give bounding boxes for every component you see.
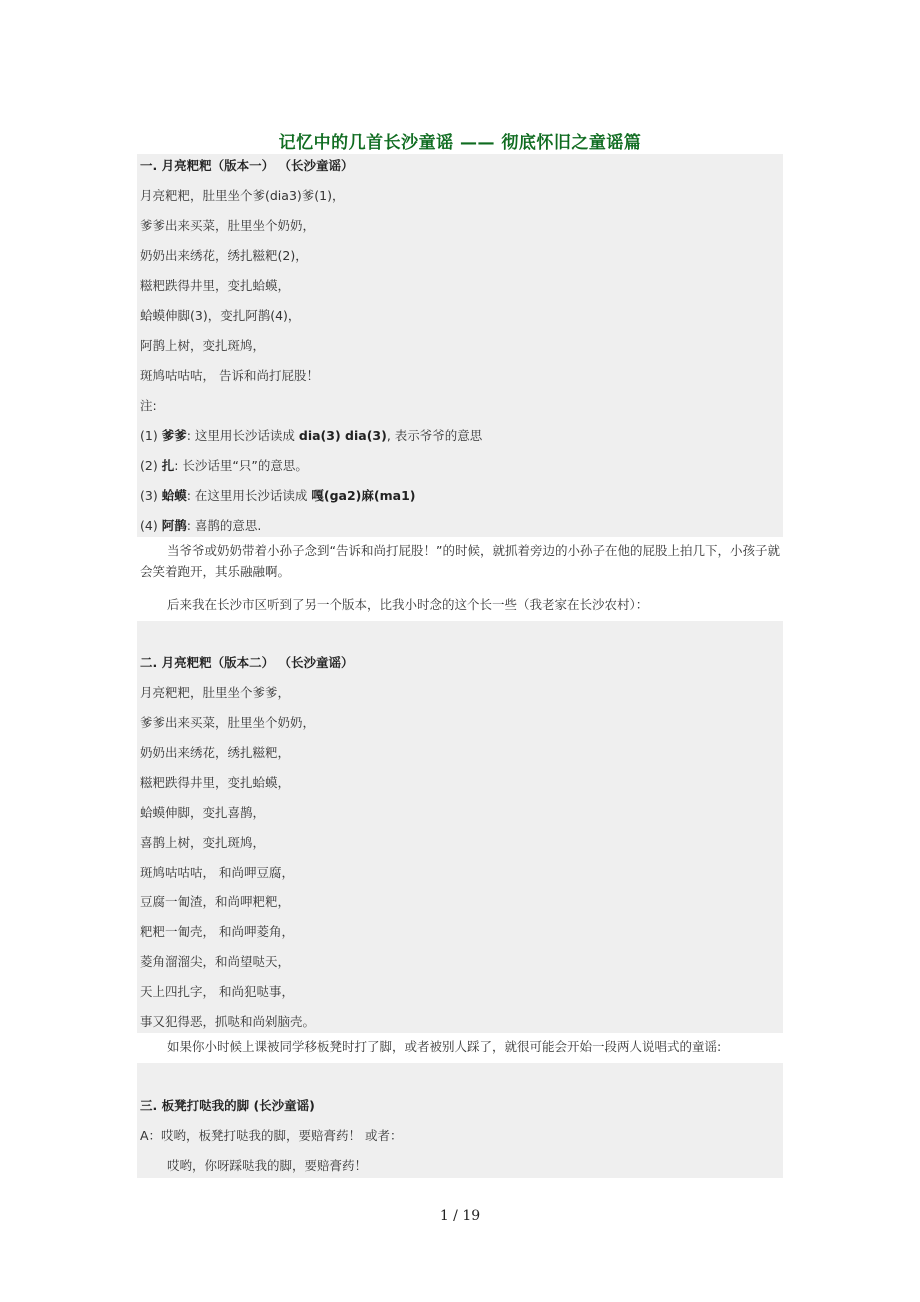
song2-line: 月亮粑粑，肚里坐个爹爹， [140,685,291,700]
song1-line: 奶奶出来绣花，绣扎糍粑(2)， [140,248,308,263]
notes-label: 注: [140,398,157,413]
song3-line: A：哎哟，板凳打哒我的脚，要赔膏药！ 或者： [140,1128,403,1143]
song2-line: 事又犯得恶，抓哒和尚剁脑壳。 [140,1014,316,1029]
song2-line: 奶奶出来绣花，绣扎糍粑， [140,745,291,760]
song2-line: 豆腐一匍渣，和尚呷粑粑， [140,894,291,909]
song2-heading: 二. 月亮粑粑（版本二） （长沙童谣） [140,655,354,670]
note-item [140,458,308,474]
note-text: : 这里用长沙话读成 [186,428,299,443]
note-term: 扎 [161,458,175,473]
note-reading: 嘎(ga2)麻(ma1) [311,488,416,503]
song2-line: 天上四扎字， 和尚犯哒事， [140,984,294,999]
song3-line: 哎哟，你呀踩哒我的脚，要赔膏药！ [167,1158,368,1173]
paragraph: 后来我在长沙市区听到了另一个版本，比我小时念的这个长一些（我老家在长沙农村）： [167,597,649,612]
song1-line: 爹爹出来买菜，肚里坐个奶奶， [140,218,316,233]
song2-line: 菱角溜溜尖，和尚望哒天， [140,954,291,969]
note-item [140,518,261,534]
page-number [0,1208,920,1224]
song2-line: 粑粑一匍壳， 和尚呷菱角， [140,924,294,939]
song1-line: 糍粑跌得井里，变扎蛤蟆， [140,278,291,293]
song1-line: 蛤蟆伸脚(3)，变扎阿鹊(4)， [140,308,301,323]
paragraph: 当爷爷或奶奶带着小孙子念到“告诉和尚打屁股！”的时候，就抓着旁边的小孙子在他的屁股上拍几下，小孩子就会笑着跑开，其乐融融啊。 [140,543,780,579]
note-number: (2) [140,458,158,473]
song1-line: 月亮粑粑，肚里坐个爹(dia3)爹(1)， [140,188,345,203]
note-text: : 长沙话里“只”的意思。 [174,458,308,473]
song1-line: 阿鹊上树，变扎斑鸠， [140,338,266,353]
note-term: 爹爹 [161,428,187,443]
note-reading: dia(3) dia(3) [298,428,387,443]
song2-line: 爹爹出来买菜，肚里坐个奶奶， [140,715,316,730]
song2-line: 喜鹊上树，变扎斑鸠， [140,835,266,850]
note-tail: , 表示爷爷的意思 [386,428,483,443]
song2-line: 斑鸠咕咕咕， 和尚呷豆腐， [140,865,294,880]
song2-line: 糍粑跌得井里，变扎蛤蟆， [140,775,291,790]
note-number: (1) [140,428,158,443]
song1-line: 斑鸠咕咕咕， 告诉和尚打屁股！ [140,368,319,383]
note-text: : 在这里用长沙话读成 [186,488,312,503]
note-item [140,428,482,444]
note-number: (4) [140,518,158,533]
song3-heading: 三. 板凳打哒我的脚 (长沙童谣) [140,1098,315,1113]
page-current: 1 [439,1208,449,1224]
note-number: (3) [140,488,158,503]
page-total: 19 [462,1208,481,1224]
note-item [140,488,415,504]
note-term: 阿鹊 [161,518,187,533]
document-title: 记忆中的几首长沙童谣 —— 彻底怀旧之童谣篇 [278,133,642,153]
song2-line: 蛤蟆伸脚，变扎喜鹊， [140,805,266,820]
page-separator: / [448,1208,463,1224]
note-text: : 喜鹊的意思. [186,518,262,533]
song1-heading: 一. 月亮粑粑（版本一） （长沙童谣） [140,158,354,173]
song2-block [137,621,783,1033]
paragraph: 如果你小时候上课被同学移板凳时打了脚，或者被别人踩了，就很可能会开始一段两人说唱式的童谣: [167,1039,722,1054]
note-term: 蛤蟆 [161,488,187,503]
